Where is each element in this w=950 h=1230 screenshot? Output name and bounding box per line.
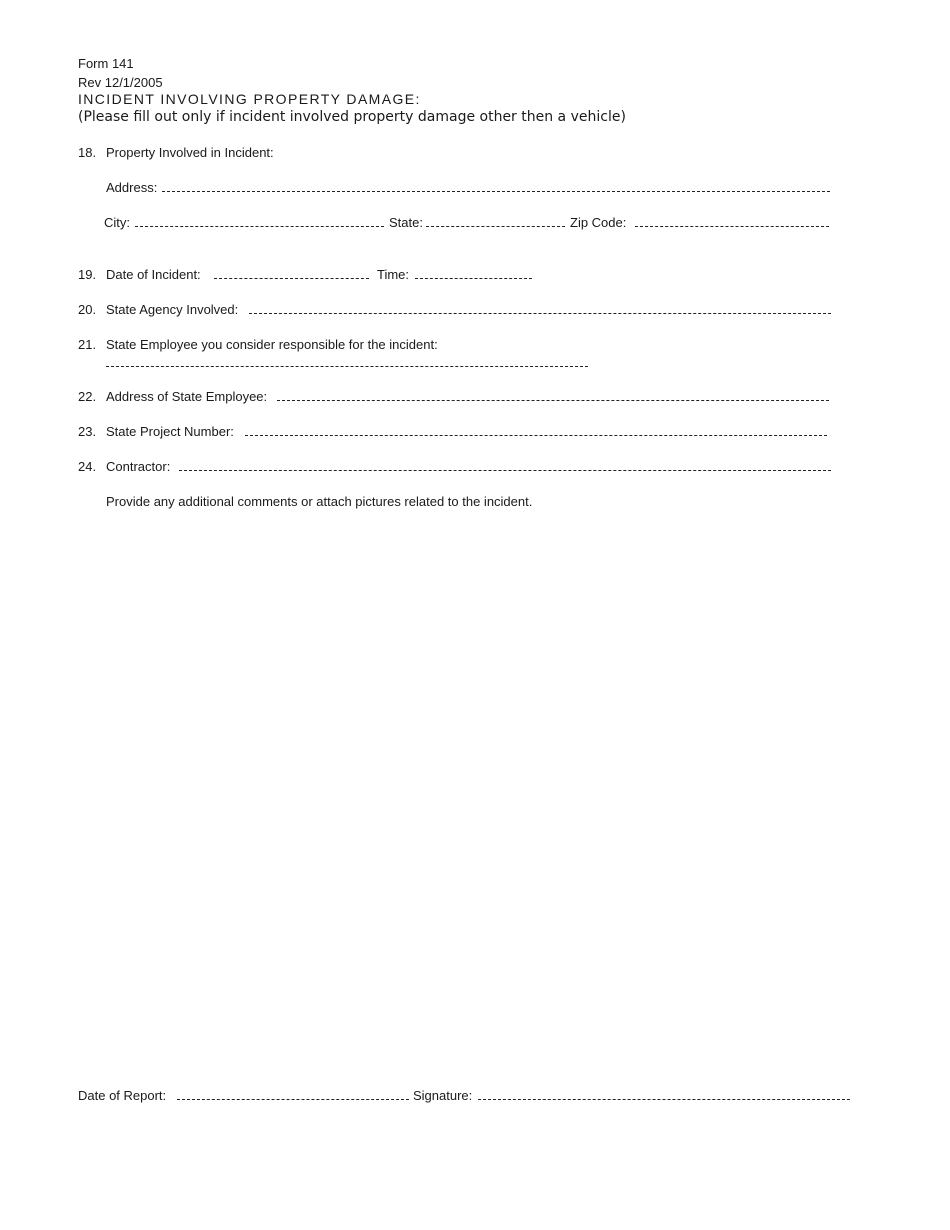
- state-input[interactable]: [428, 212, 563, 228]
- state-label: State:: [389, 215, 423, 230]
- date-of-incident-label: Date of Incident:: [106, 267, 201, 282]
- time-label: Time:: [377, 267, 410, 282]
- form-subtitle: (Please fill out only if incident involved property damage other then a vehicle): [78, 109, 626, 125]
- item-19-number: 19.: [78, 267, 97, 282]
- zip-input[interactable]: [637, 212, 827, 228]
- item-21-number: 21.: [78, 337, 97, 352]
- date-of-report-input[interactable]: [179, 1085, 407, 1101]
- state-employee-label: State Employee you consider responsible for the incident:: [106, 337, 438, 352]
- signature-label: Signature:: [413, 1088, 473, 1103]
- contractor-label: Contractor:: [106, 459, 171, 474]
- project-number-label: State Project Number:: [106, 424, 234, 439]
- state-agency-input[interactable]: [251, 299, 829, 315]
- item-18-number: 18.: [78, 145, 97, 160]
- item-20-number: 20.: [78, 302, 97, 317]
- state-agency-label: State Agency Involved:: [106, 302, 239, 317]
- state-employee-input[interactable]: [108, 352, 586, 368]
- city-label: City:: [104, 215, 130, 230]
- contractor-input[interactable]: [181, 456, 829, 472]
- city-input[interactable]: [137, 212, 382, 228]
- project-number-input[interactable]: [247, 421, 825, 437]
- zip-label: Zip Code:: [570, 215, 627, 230]
- date-of-report-label: Date of Report:: [78, 1088, 167, 1103]
- item-23-number: 23.: [78, 424, 97, 439]
- form-revision: Rev 12/1/2005: [78, 75, 163, 90]
- address-label: Address:: [106, 180, 158, 195]
- date-of-incident-input[interactable]: [216, 264, 367, 280]
- item-22-number: 22.: [78, 389, 97, 404]
- comments-note: Provide any additional comments or attach pictures related to the incident.: [106, 494, 533, 509]
- item-24-number: 24.: [78, 459, 97, 474]
- employee-address-label: Address of State Employee:: [106, 389, 268, 404]
- item-18-label: Property Involved in Incident:: [106, 145, 274, 160]
- employee-address-input[interactable]: [279, 386, 827, 402]
- time-input[interactable]: [417, 264, 530, 280]
- signature-input[interactable]: [480, 1085, 848, 1101]
- address-input[interactable]: [164, 177, 828, 193]
- form-title: INCIDENT INVOLVING PROPERTY DAMAGE:: [78, 91, 421, 107]
- form-number: Form 141: [78, 56, 134, 71]
